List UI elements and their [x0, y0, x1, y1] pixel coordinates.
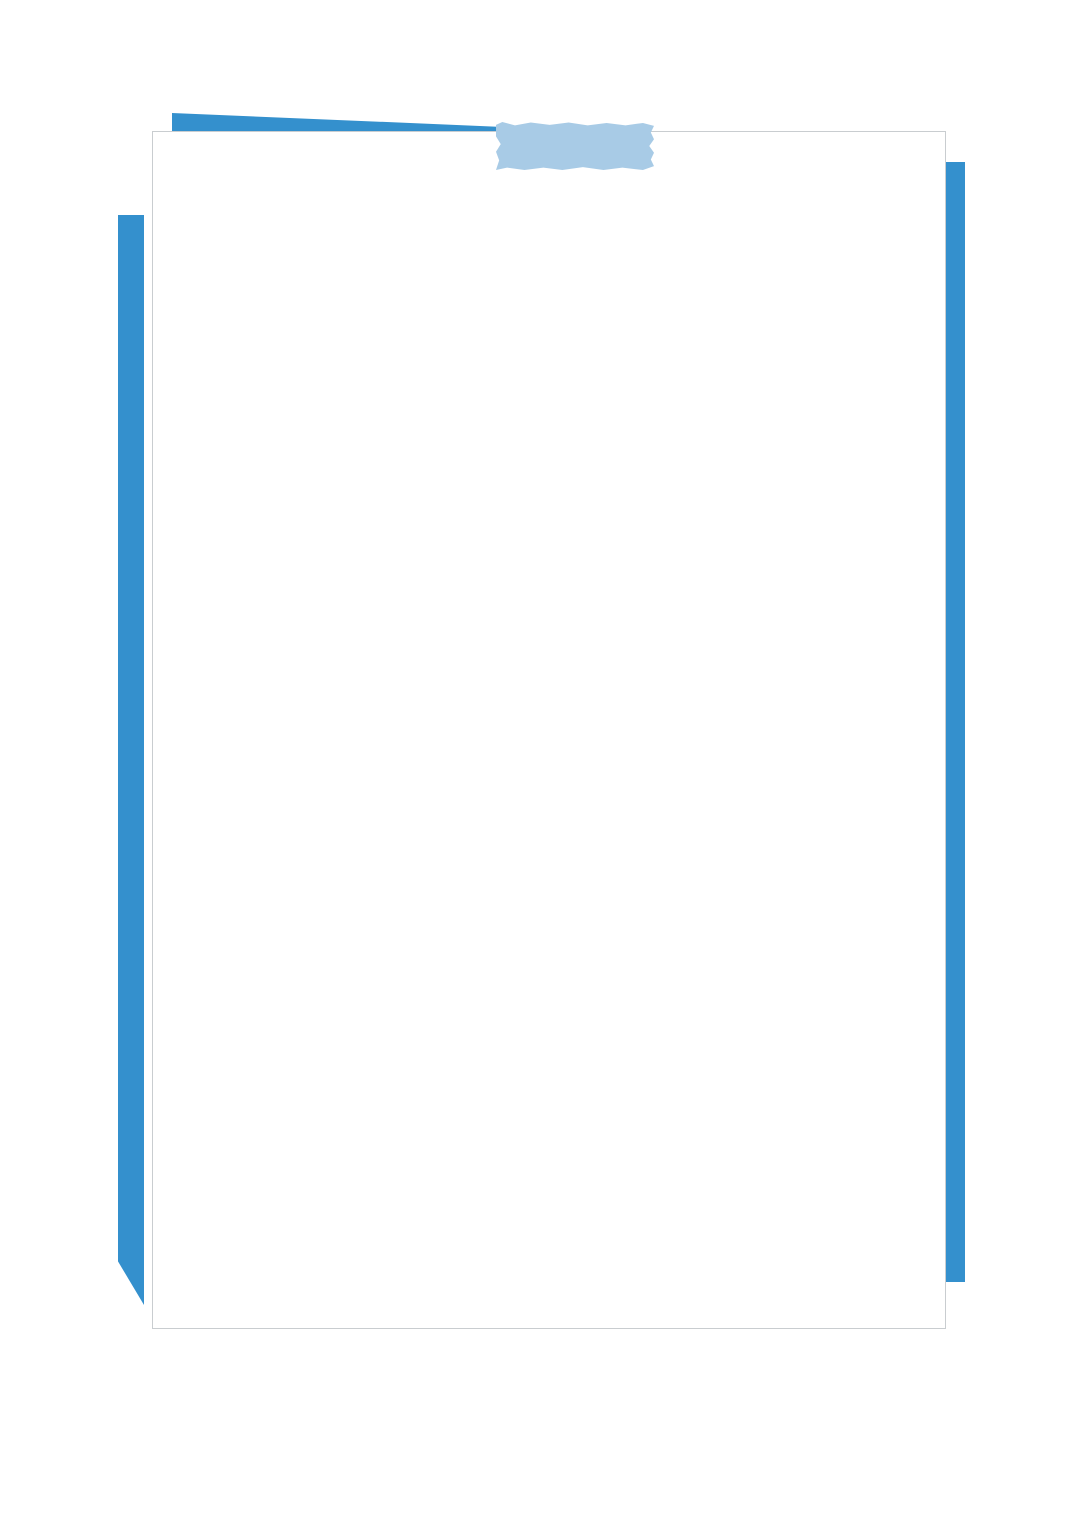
section-heading-review-reflect: [218, 557, 232, 580]
decorative-left-bar: [118, 215, 144, 1305]
diagram-connectors: [152, 255, 944, 545]
knowledge-structure-diagram: [152, 255, 944, 545]
summary-title-banner: [496, 122, 654, 170]
page-footer: [0, 1381, 1080, 1403]
section-heading-knowledge-structure: [222, 215, 236, 238]
watermark: [800, 1462, 804, 1496]
